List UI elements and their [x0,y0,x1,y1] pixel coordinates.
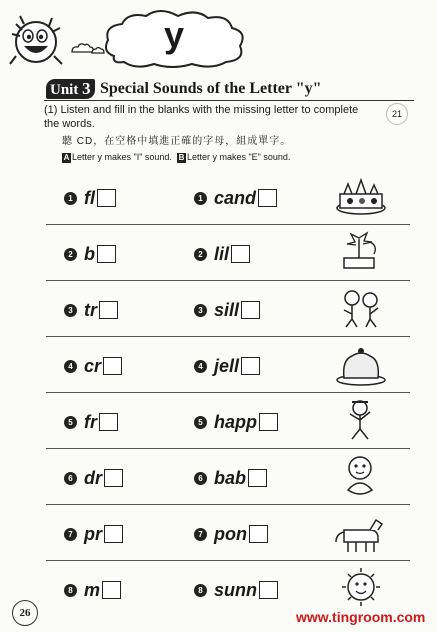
word-stem: b [84,244,95,264]
audio-track-number: 21 [386,103,408,125]
word-stem: pon [214,524,247,544]
happy-kid-icon [330,396,392,442]
item-number: 8 [64,584,77,597]
answer-blank[interactable] [102,581,121,599]
word-stem: dr [84,468,102,488]
item-number: 6 [64,472,77,485]
row-divider [46,336,410,337]
pony-icon [330,508,392,554]
page-title: Special Sounds of the Letter "y" [100,80,322,97]
answer-blank[interactable] [258,189,277,207]
instruction-english: (1) Listen and fill in the blanks with the missing letter to complete the words. [44,104,359,130]
smiling-mascot-icon [6,12,70,70]
word-stem: m [84,580,101,600]
answer-blank[interactable] [103,357,122,375]
word-stem: happ [214,412,257,432]
item-number: 6 [194,472,207,485]
answer-blank[interactable] [241,357,260,375]
word-stem: fr [84,412,97,432]
key-a-text: Letter y makes "I" sound. [72,152,172,162]
word-stem: pr [84,524,102,544]
lily-icon [330,228,392,274]
word-stem: cr [84,356,102,376]
item-number: 2 [64,248,77,261]
sun-icon [330,564,392,610]
answer-blank[interactable] [97,189,116,207]
answer-blank[interactable] [259,581,278,599]
word-stem: jell [214,356,240,376]
answer-blank[interactable] [104,469,123,487]
word-stem: cand [214,188,257,208]
key-b-text: Letter y makes "E" sound. [186,152,291,162]
item-number: 3 [64,304,77,317]
candy-icon [330,172,392,218]
row-divider [46,560,410,561]
key-a-label: A [63,153,70,162]
item-number: 7 [64,528,77,541]
baby-icon [330,452,392,498]
word-stem: fl [84,188,95,208]
row-divider [46,392,410,393]
title-divider [44,100,414,101]
answer-blank[interactable] [241,301,260,319]
jelly-icon [330,340,392,386]
answer-blank[interactable] [259,413,278,431]
row-divider [46,224,410,225]
word-stem: tr [84,300,97,320]
item-number: 3 [194,304,207,317]
silly-kids-icon [330,284,392,330]
featured-letter: y [163,14,185,55]
item-number: 1 [64,192,77,205]
sound-key [62,152,290,163]
unit-badge: Unit 3 [46,79,95,99]
answer-blank[interactable] [104,525,123,543]
answer-blank[interactable] [249,525,268,543]
answer-blank[interactable] [99,301,118,319]
key-b-label: B [178,153,185,162]
row-divider [46,448,410,449]
website-watermark: www.tingroom.com [296,609,426,625]
row-divider [46,280,410,281]
word-stem: sunn [214,580,257,600]
item-number: 2 [194,248,207,261]
word-stem: sill [214,300,240,320]
item-number: 7 [194,528,207,541]
page-number: 26 [12,600,38,626]
answer-blank[interactable] [97,245,116,263]
answer-blank[interactable] [99,413,118,431]
item-number: 8 [194,584,207,597]
item-number: 5 [194,416,207,429]
row-divider [46,504,410,505]
item-number: 4 [64,360,77,373]
item-number: 1 [194,192,207,205]
answer-blank[interactable] [248,469,267,487]
item-number: 5 [64,416,77,429]
word-stem: bab [214,468,247,488]
item-number: 4 [194,360,207,373]
instruction-chinese: 聽 CD，在空格中填進正確的字母，組成單字。 [62,136,292,147]
word-stem: lil [214,244,230,264]
answer-blank[interactable] [231,245,250,263]
